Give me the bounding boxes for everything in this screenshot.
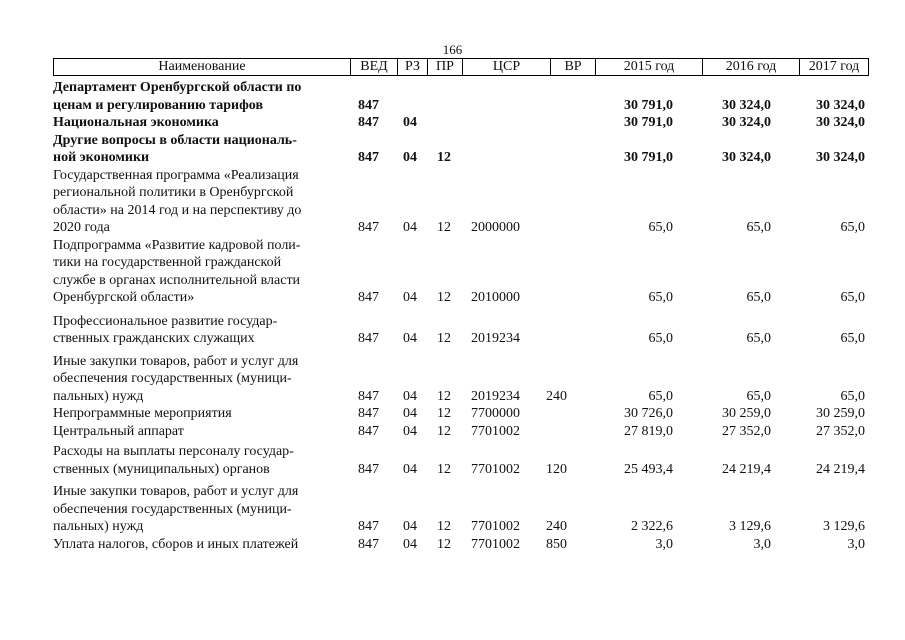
row-ved: 847 bbox=[358, 423, 379, 439]
row-ved: 847 bbox=[358, 331, 379, 346]
row-2015: 30 726,0 bbox=[624, 406, 673, 421]
row-csr: 7701002 bbox=[471, 536, 520, 552]
row-pr: 12 bbox=[437, 388, 451, 404]
table-row bbox=[53, 313, 869, 348]
table-row bbox=[53, 423, 869, 441]
row-2016: 65,0 bbox=[746, 290, 771, 305]
row-vr: 850 bbox=[546, 536, 567, 552]
row-ved: 847 bbox=[358, 519, 379, 534]
row-2016: 30 324,0 bbox=[722, 150, 771, 165]
row-pr: 12 bbox=[437, 220, 451, 235]
row-pr: 12 bbox=[437, 290, 451, 305]
row-2016: 3 129,6 bbox=[729, 519, 771, 534]
table-row bbox=[53, 167, 869, 237]
table-row bbox=[53, 114, 869, 132]
row-2017: 3,0 bbox=[847, 536, 865, 552]
row-rz: 04 bbox=[403, 290, 417, 305]
row-2017: 65,0 bbox=[840, 331, 865, 346]
row-csr: 7701002 bbox=[471, 461, 520, 477]
row-ved: 847 bbox=[358, 115, 379, 130]
row-name: Центральный аппарат bbox=[53, 423, 184, 439]
row-pr: 12 bbox=[437, 331, 451, 346]
row-2017: 65,0 bbox=[840, 388, 865, 404]
row-rz: 04 bbox=[403, 519, 417, 534]
row-2016: 30 259,0 bbox=[722, 406, 771, 421]
table-header bbox=[53, 58, 869, 76]
row-2015: 65,0 bbox=[648, 220, 673, 235]
row-rz: 04 bbox=[403, 150, 417, 165]
row-2017: 30 324,0 bbox=[816, 97, 865, 113]
row-csr: 7701002 bbox=[471, 423, 520, 439]
header-2017: 2017 год bbox=[799, 59, 868, 75]
row-vr: 240 bbox=[546, 519, 567, 534]
row-2015: 27 819,0 bbox=[624, 423, 673, 439]
row-name: Другие вопросы в области националь- ной экономики bbox=[53, 132, 297, 165]
row-2016: 65,0 bbox=[746, 220, 771, 235]
row-ved: 847 bbox=[358, 150, 379, 165]
row-2015: 25 493,4 bbox=[624, 461, 673, 477]
row-2016: 3,0 bbox=[753, 536, 771, 552]
row-vr: 120 bbox=[546, 461, 567, 477]
row-name: Иные закупки товаров, работ и услуг для обеспечения государственных (муници- пальных) нужд bbox=[53, 484, 299, 534]
row-pr: 12 bbox=[437, 519, 451, 534]
row-2015: 30 791,0 bbox=[624, 97, 673, 113]
row-2017: 24 219,4 bbox=[816, 461, 865, 477]
row-2015: 3,0 bbox=[655, 536, 673, 552]
row-2016: 65,0 bbox=[746, 331, 771, 346]
row-2016: 27 352,0 bbox=[722, 423, 771, 439]
row-rz: 04 bbox=[403, 461, 417, 477]
row-csr: 2019234 bbox=[471, 331, 520, 346]
row-name: Профессиональное развитие государ- ственных гражданских служащих bbox=[53, 313, 278, 346]
row-ved: 847 bbox=[358, 220, 379, 235]
row-csr: 2019234 bbox=[471, 388, 520, 404]
row-2017: 30 259,0 bbox=[816, 406, 865, 421]
row-name: Расходы на выплаты персоналу государ- ственных (муниципальных) органов bbox=[53, 444, 294, 477]
row-pr: 12 bbox=[437, 406, 451, 421]
row-name: Государственная программа «Реализация региональной политики в Оренбургской области» на 2014 год и на перспективу до 2020 года bbox=[53, 167, 302, 235]
row-2015: 2 322,6 bbox=[631, 519, 673, 534]
row-2017: 3 129,6 bbox=[823, 519, 865, 534]
row-name: Иные закупки товаров, работ и услуг для обеспечения государственных (муници- пальных) нужд bbox=[53, 353, 299, 404]
row-pr: 12 bbox=[437, 536, 451, 552]
row-name: Департамент Оренбургской области по ценам и регулированию тарифов bbox=[53, 80, 302, 113]
row-csr: 7700000 bbox=[471, 406, 520, 421]
table-row bbox=[53, 79, 869, 114]
header-2015: 2015 год bbox=[595, 59, 702, 75]
row-vr: 240 bbox=[546, 388, 567, 404]
row-csr: 2000000 bbox=[471, 220, 520, 235]
row-ved: 847 bbox=[358, 536, 379, 552]
row-rz: 04 bbox=[403, 406, 417, 421]
row-2016: 30 324,0 bbox=[722, 97, 771, 113]
row-2017: 27 352,0 bbox=[816, 423, 865, 439]
header-2016: 2016 год bbox=[702, 59, 799, 75]
header-ved: ВЕД bbox=[350, 59, 397, 75]
row-2015: 30 791,0 bbox=[624, 150, 673, 165]
row-2017: 30 324,0 bbox=[816, 115, 865, 130]
row-name: Подпрограмма «Развитие кадровой поли- тики на государственной гражданской службе в органах исполнительной власти Оренбургской области» bbox=[53, 237, 301, 305]
header-rz: РЗ bbox=[397, 59, 427, 75]
row-name: Уплата налогов, сборов и иных платежей bbox=[53, 536, 299, 552]
table-row bbox=[53, 353, 869, 406]
row-2016: 24 219,4 bbox=[722, 461, 771, 477]
row-2015: 30 791,0 bbox=[624, 115, 673, 130]
row-rz: 04 bbox=[403, 220, 417, 235]
row-rz: 04 bbox=[403, 115, 417, 130]
row-ved: 847 bbox=[358, 461, 379, 477]
header-name: Наименование bbox=[158, 59, 246, 74]
table-body bbox=[53, 79, 869, 553]
row-2017: 65,0 bbox=[840, 290, 865, 305]
row-name: Непрограммные мероприятия bbox=[53, 406, 232, 421]
row-ved: 847 bbox=[358, 406, 379, 421]
header-pr: ПР bbox=[427, 59, 462, 75]
row-2016: 65,0 bbox=[746, 388, 771, 404]
row-pr: 12 bbox=[437, 461, 451, 477]
header-csr: ЦСР bbox=[462, 59, 550, 75]
table-row bbox=[53, 443, 869, 478]
row-2016: 30 324,0 bbox=[722, 115, 771, 130]
header-vr: ВР bbox=[550, 59, 595, 75]
table-row bbox=[53, 405, 869, 423]
table-row bbox=[53, 483, 869, 536]
table-row bbox=[53, 132, 869, 167]
row-rz: 04 bbox=[403, 388, 417, 404]
row-pr: 12 bbox=[437, 423, 451, 439]
row-name: Национальная экономика bbox=[53, 115, 219, 130]
row-csr: 2010000 bbox=[471, 290, 520, 305]
row-2015: 65,0 bbox=[648, 331, 673, 346]
row-csr: 7701002 bbox=[471, 519, 520, 534]
row-2017: 65,0 bbox=[840, 220, 865, 235]
row-rz: 04 bbox=[403, 423, 417, 439]
page-number: 166 bbox=[442, 42, 463, 57]
row-rz: 04 bbox=[403, 331, 417, 346]
row-2015: 65,0 bbox=[648, 388, 673, 404]
row-pr: 12 bbox=[437, 150, 451, 165]
table-row bbox=[53, 536, 869, 554]
table-row bbox=[53, 237, 869, 307]
row-ved: 847 bbox=[358, 97, 379, 113]
row-ved: 847 bbox=[358, 290, 379, 305]
row-rz: 04 bbox=[403, 536, 417, 552]
row-ved: 847 bbox=[358, 388, 379, 404]
row-2017: 30 324,0 bbox=[816, 150, 865, 165]
row-2015: 65,0 bbox=[648, 290, 673, 305]
